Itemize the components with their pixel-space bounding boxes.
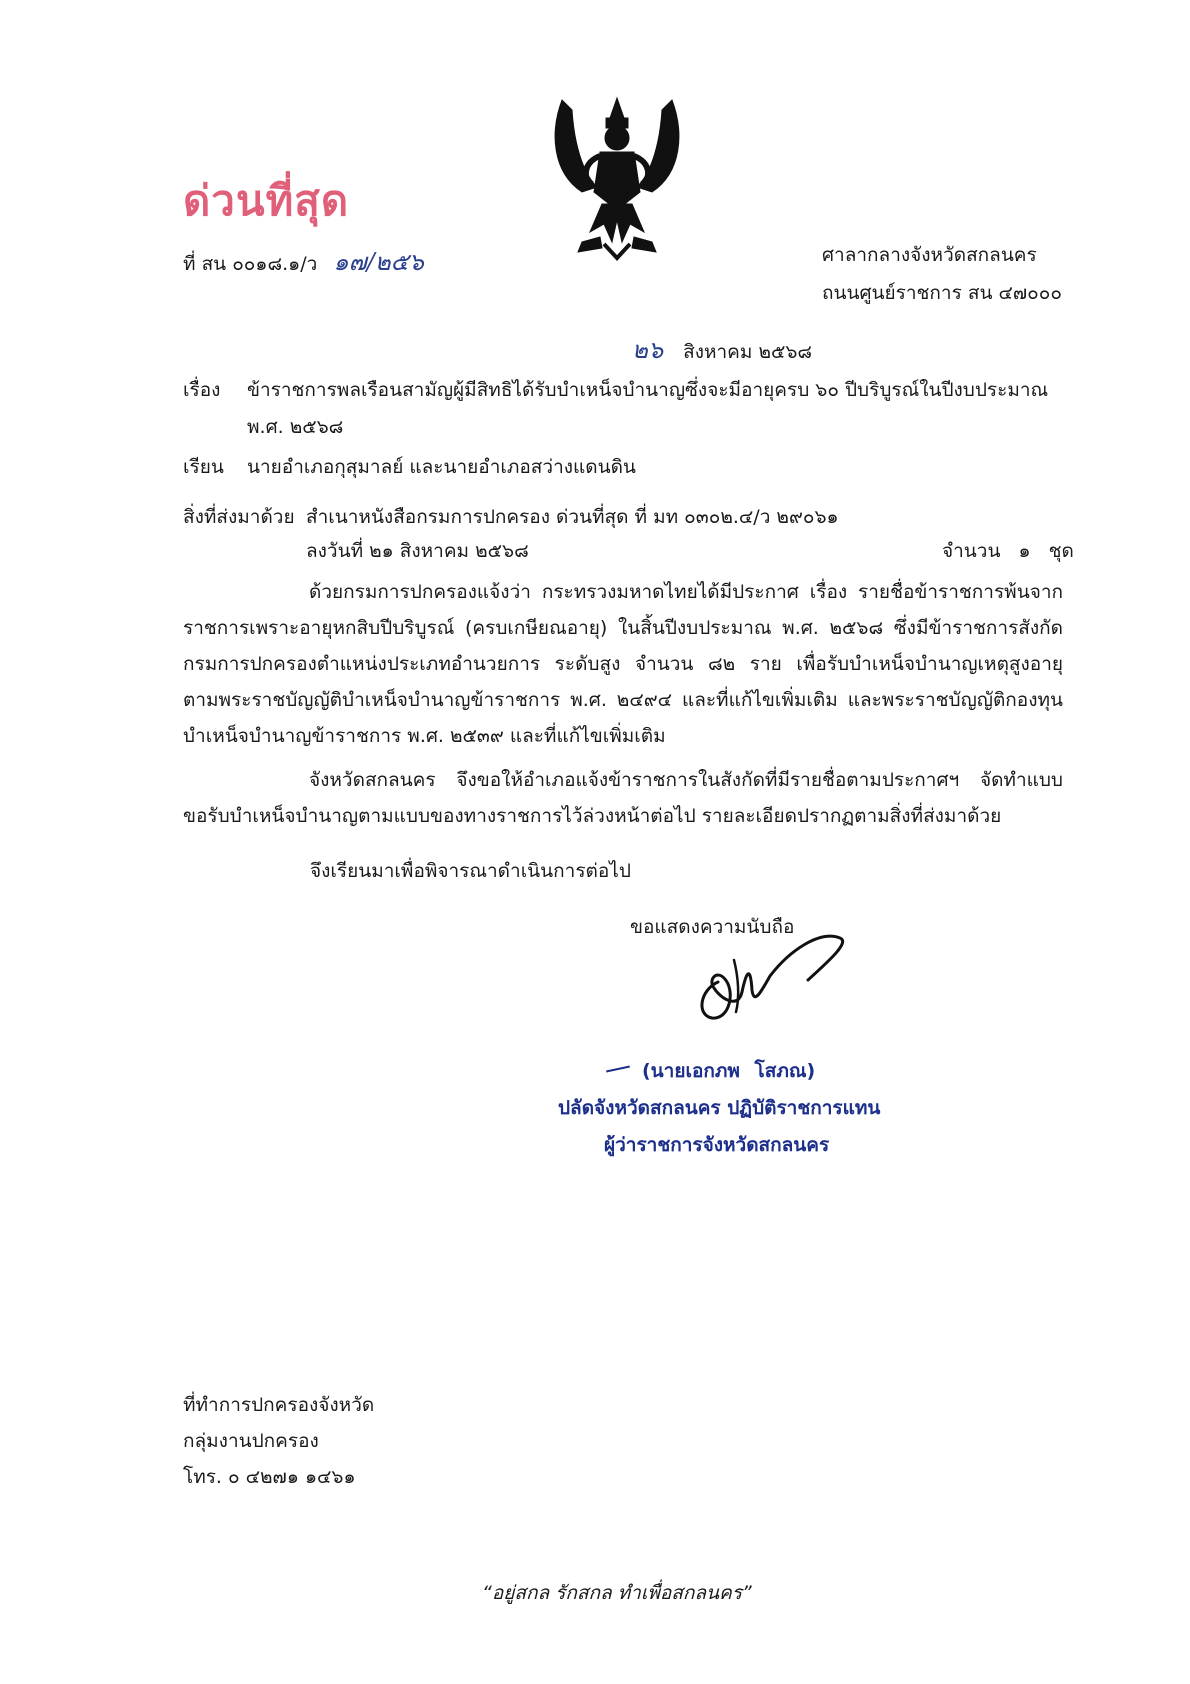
footer-phone: โทร. ๐ ๔๒๗๑ ๑๔๖๑ [183, 1466, 356, 1488]
date-month-year: สิงหาคม ๒๕๖๘ [683, 341, 813, 363]
enclosure-label: สิ่งที่ส่งมาด้วย [183, 506, 295, 528]
signatory-title-1: ปลัดจังหวัดสกลนคร ปฏิบัติราชการแทน [558, 1097, 881, 1119]
recipient: นายอำเภอกุสุมาลย์ และนายอำเภอสว่างแดนดิน [247, 456, 636, 478]
footer-group: กลุ่มงานปกครอง [183, 1430, 319, 1452]
closing-sentence: จึงเรียนมาเพื่อพิจารณาดำเนินการต่อไป [310, 860, 631, 882]
document-date [632, 330, 812, 369]
footer-office: ที่ทำการปกครองจังหวัด [183, 1394, 375, 1416]
sender-address-line2: ถนนศูนย์ราชการ สน ๔๗๐๐๐ [822, 282, 1062, 304]
enclosure-line1: สำเนาหนังสือกรมการปกครอง ด่วนที่สุด ที่ มท ๐๓๐๒.๔/ว ๒๙๐๖๑ [306, 506, 839, 528]
recipient-label: เรียน [183, 456, 224, 478]
subject-label: เรื่อง [183, 379, 221, 401]
signatory-name: (นายเอกภพ โสภณ) [642, 1060, 816, 1082]
handwritten-document-number: ๑๗/๒๕๖ [333, 248, 424, 276]
document-number [183, 242, 424, 281]
body-paragraph-1: ด้วยกรมการปกครองแจ้งว่า กระทรวงมหาดไทยได้มีประกาศ เรื่อง รายชื่อข้าราชการพ้นจากราชการเพราะอายุหกสิบปีบริบูรณ์ (ครบเกษียณอายุ) ในสิ้นปีงบประมาณ พ.ศ. ๒๕๖๘ ซึ่งมีข้าราชการสังกัดกรมการปกครองตำแหน่งประเภทอำนวยการ ระดับสูง จำนวน ๘๒ ราย เพื่อรับบำเหน็จบำนาญเหตุสูงอายุตามพระราชบัญญัติบำเหน็จบำนาญข้าราชการ พ.ศ. ๒๔๙๔ และที่แก้ไขเพิ่มเติม และพระราชบัญญัติกองทุนบำเหน็จบำนาญข้าราชการ พ.ศ. ๒๕๓๙ และที่แก้ไขเพิ่มเติม [183, 581, 1063, 747]
body-paragraph-2: จังหวัดสกลนคร จึงขอให้อำเภอแจ้งข้าราชการในสังกัดที่มีรายชื่อตามประกาศฯ จัดทำแบบขอรับบำเหน็จบำนาญตามแบบของทางราชการไว้ล่วงหน้าต่อไป รายละเอียดปรากฏตามสิ่งที่ส่งมาด้วย [183, 769, 1063, 827]
subject-line1: ข้าราชการพลเรือนสามัญผู้มีสิทธิได้รับบำเหน็จบำนาญซึ่งจะมีอายุครบ ๖๐ ปีบริบูรณ์ในปีงบประมาณ [247, 379, 1049, 401]
enclosure-line2: ลงวันที่ ๒๑ สิงหาคม ๒๕๖๘ [306, 540, 529, 562]
provincial-motto: “อยู่สกล รักสกล ทำเพื่อสกลนคร” [482, 1582, 752, 1604]
signatory-title-2: ผู้ว่าราชการจังหวัดสกลนคร [604, 1134, 830, 1156]
enclosure-quantity: จำนวน ๑ ชุด [942, 540, 1074, 562]
subject-line2: พ.ศ. ๒๕๖๘ [247, 416, 344, 438]
sender-address-line1: ศาลากลางจังหวัดสกลนคร [822, 244, 1037, 266]
sign-off: ขอแสดงความนับถือ [630, 916, 795, 938]
handwritten-day: ๒๖ [632, 336, 664, 364]
garuda-emblem-icon [542, 92, 692, 262]
document-number-prefix: ที่ สน ๐๐๑๘.๑/ว [183, 253, 318, 275]
signature-dash [606, 1066, 630, 1073]
urgency-stamp: ด่วนที่สุด [183, 176, 350, 225]
handwritten-signature [690, 920, 860, 1030]
